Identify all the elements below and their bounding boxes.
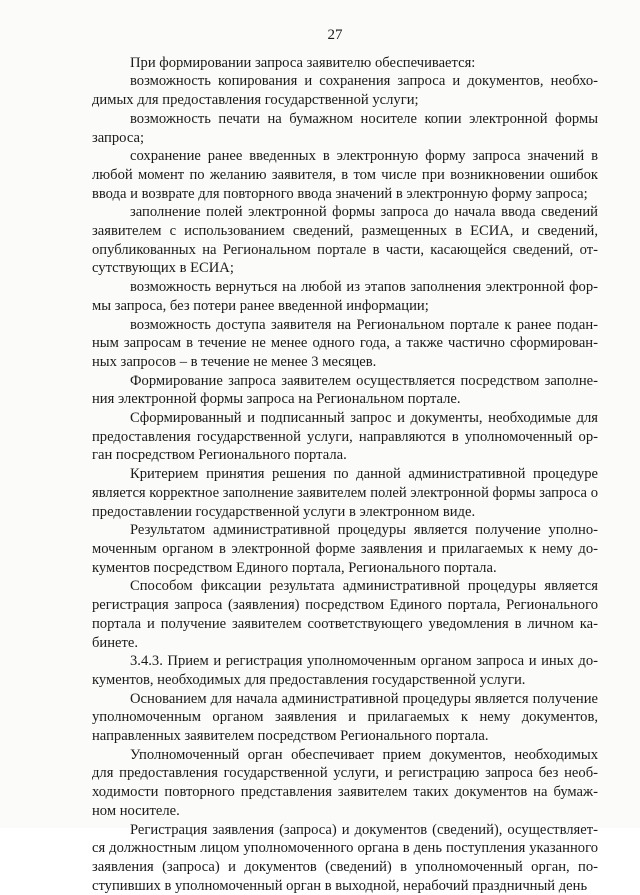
paragraph-3: возможность печати на бумажном носителе копии электронной формы запроса;: [92, 110, 598, 146]
paragraph-6: возможность вернуться на любой из этапов заполнения электронной формы запроса, без потери ранее введенной информации;: [92, 279, 598, 314]
paragraph-16: Регистрация заявления (запроса) и документов (сведений), осуществляется должностным лицом уполномоченного органа в день поступления указанного заявления (запроса) и документов (сведений) в уполномоченный орган, поступивших в уполномоченный орган в выходной, нерабочий праздничный день: [92, 821, 598, 894]
paragraph-10: Критерием принятия решения по данной административной процедуре является корректное заполнение заявителем полей электронной формы запроса о предоставлении государственной услуги в электронном виде.: [92, 466, 598, 520]
paragraph-11: Результатом административной процедуры является получение уполномоченным органом в электронной форме заявления и прилагаемых к нему документов посредством Единого портала, Регионального портала.: [92, 522, 598, 576]
paragraph-4: сохранение ранее введенных в электронную форму запроса значений в любой момент по желанию заявителя, в том числе при возникновении ошибок ввода и возврате для повторного ввода значений в электронную форму запроса;: [92, 148, 598, 202]
paragraph-2: возможность копирования и сохранения запроса и документов, необходимых для предоставления государственной услуги;: [92, 73, 598, 109]
paragraph-8: Формирование запроса заявителем осуществляется посредством заполнения электронной формы запроса на Региональном портале.: [92, 372, 598, 408]
paragraph-14: Основанием для начала административной процедуры является получение уполномоченным органом заявления и прилагаемых к нему документов, направленных заявителем посредством Регионального портала.: [92, 690, 598, 745]
paragraph-15: Уполномоченный орган обеспечивает прием документов, необходимых для предоставления государственной услуги, и регистрацию запроса без необходимости повторного представления заявителем таких документов на бумажном носителе.: [92, 746, 598, 819]
paragraph-7: возможность доступа заявителя на Региональном портале к ранее поданным запросам в течение не менее одного года, а также частично сформированных запросов – в течение не менее 3 месяцев.: [92, 316, 598, 370]
page-number: 27: [327, 27, 343, 43]
section-heading-3-4-3: 3.4.3. Прием и регистрация уполномоченным органом запроса и иных документов, необходимых для предоставления государственной услуги.: [92, 653, 598, 688]
paragraph-9: Сформированный и подписанный запрос и документы, необходимые для предоставления государственной услуги, направляются в уполномоченный орган посредством Регионального портала.: [92, 410, 598, 464]
paragraph-5: заполнение полей электронной формы запроса до начала ввода сведений заявителем с использованием сведений, размещенных в ЕСИА, и сведений, опубликованных на Региональном портале в части, касающейся сведений, отсутствующих в ЕСИА;: [92, 204, 598, 277]
paragraph-12: Способом фиксации результата административной процедуры является регистрация запроса (заявления) посредством Единого портала, Регионального портала и получение заявителем соответствующего уведомления в личном кабинете.: [92, 578, 598, 651]
paragraph-1: При формировании запроса заявителю обеспечивается:: [130, 54, 476, 71]
